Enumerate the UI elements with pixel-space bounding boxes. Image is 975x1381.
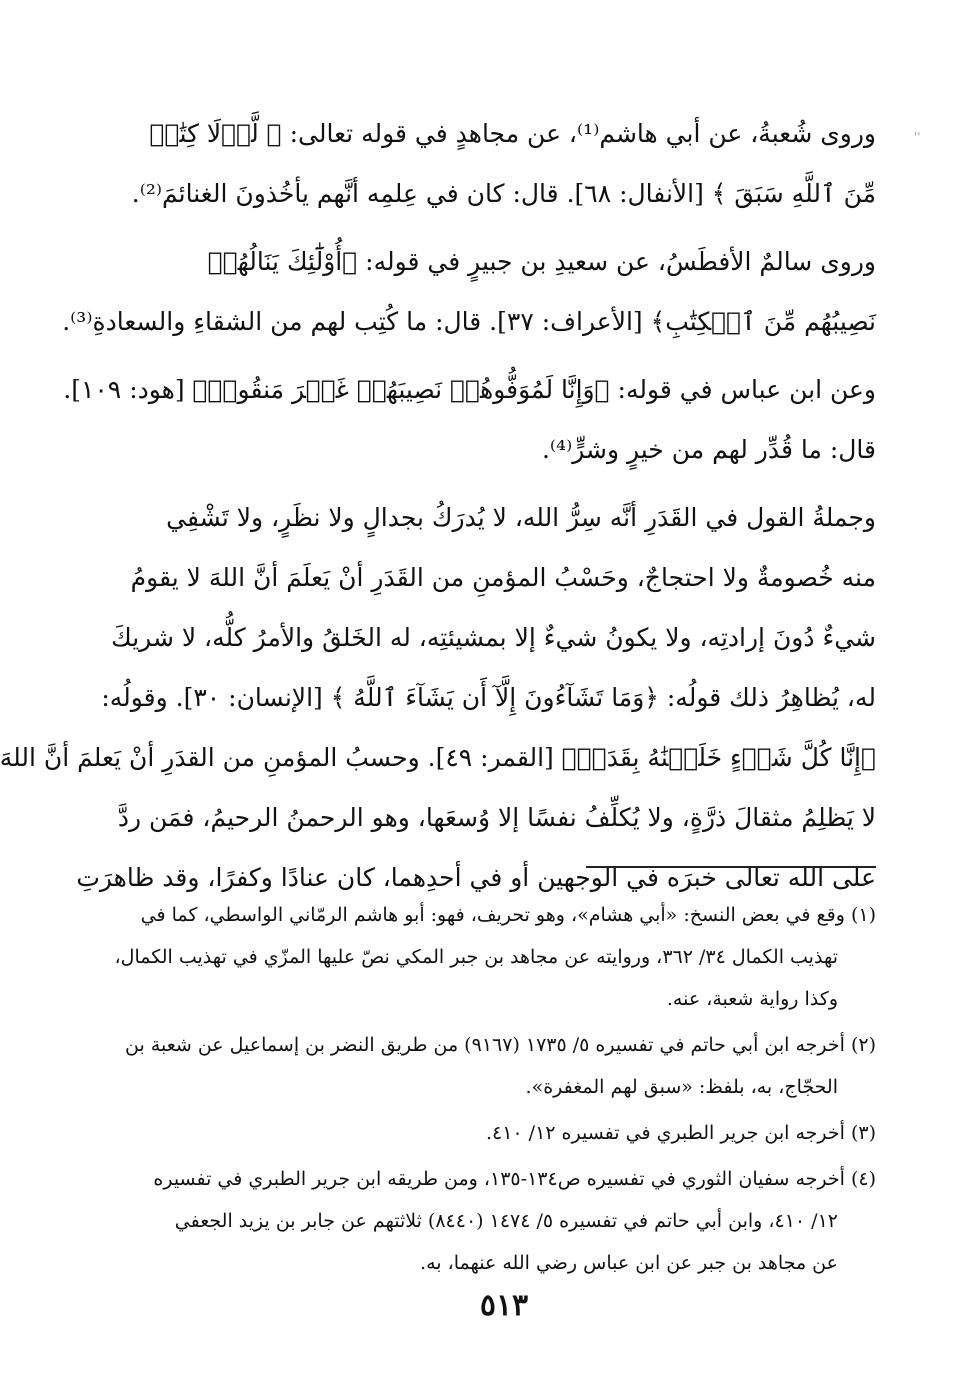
text-line: وجملةُ القول في القَدَرِ أنَّه سِرُّ الله، لا يُدرَكُ بجدالٍ ولا نظَرٍ، ولا تَشْفِي bbox=[166, 503, 876, 532]
text-line: مِّنَ ٱللَّهِ سَبَقَ ﴾ [الأنفال: ٦٨]. قال: كان في عِلمِه أنَّهم يأخُذونَ الغنائمَ⁽²⁾. bbox=[131, 179, 876, 208]
paragraph-3 bbox=[63, 360, 876, 480]
footnote-line: (٢) أخرجه ابن أبي حاتم في تفسيره ٥/ ١٧٣٥ (٩١٦٧) من طريق النضر بن إسماعيل عن شعبة بن bbox=[124, 1034, 876, 1056]
text-line: وروى سالمٌ الأفطَسُ، عن سعيدِ بن جبيرٍ في قوله: ﴿أُوْلَٰٓئِكَ يَنَالُهُمۡ bbox=[207, 247, 876, 276]
text-line: على الله تعالى خبرَه في الوجهين أو في أحدِهما، كان عنادًا وكفرًا، وقد ظاهرَتِ bbox=[76, 863, 876, 892]
text-line: له، يُظاهِرُ ذلك قولُه: ﴿وَمَا تَشَآءُونَ إِلَّآ أَن يَشَآءَ ٱللَّهُ ﴾ [الإنسان: ٣٠]. وقولُه: bbox=[101, 683, 876, 712]
footnote-separator bbox=[586, 866, 876, 868]
text-line: شيءٌ دُونَ إرادتِه، ولا يكونُ شيءٌ إلا بمشيئتِه، له الخَلقُ والأمرُ كلُّه، لا شريكَ bbox=[111, 623, 876, 652]
footnote-line: (١) وقع في بعض النسخ: «أبي هشام»، وهو تحريف، فهو: أبو هاشم الرمّاني الواسطي، كما في bbox=[140, 904, 876, 926]
main-text bbox=[0, 104, 876, 908]
text-line: ﴿إِنَّا كُلَّ شَيۡءٍ خَلَقۡنَٰهُ بِقَدَرٖ﴾ [القمر: ٤٩]. وحسبُ المؤمنِ من القدَرِ أنْ يَعلمَ أنَّ اللهَ bbox=[0, 743, 876, 772]
text-line: لا يَظلِمُ مثقالَ ذرَّةٍ، ولا يُكلِّفُ نفسًا إلا وُسعَها، وهو الرحمنُ الرحيمُ، فمَن ردَّ bbox=[117, 803, 876, 832]
footnote-1 bbox=[114, 894, 876, 1020]
margin-mark: '' bbox=[914, 130, 921, 144]
paragraph-2 bbox=[62, 232, 876, 352]
footnote-line: (٤) أخرجه سفيان الثوري في تفسيره ص١٣٤-١٣٥، ومن طريقه ابن جرير الطبري في تفسيره bbox=[153, 1168, 876, 1190]
paragraph-1 bbox=[131, 104, 876, 224]
footnote-line: وكذا رواية شعبة، عنه. bbox=[666, 988, 838, 1010]
footnote-line: تهذيب الكمال ٣٤/ ٣٦٢، وروايته عن مجاهد بن جبر المكي نصّ عليها المزّي في تهذيب الكمال، bbox=[114, 946, 838, 968]
footnote-2 bbox=[124, 1024, 876, 1108]
paragraph-4 bbox=[0, 488, 876, 908]
text-line: وعن ابن عباس في قوله: ﴿وَإِنَّا لَمُوَفُّوهُمۡ نَصِيبَهُمۡ غَيۡرَ مَنقُوصٖ﴾ [هود: ١٠٩]. bbox=[63, 375, 876, 404]
footnote-line: الحجّاج، به، بلفظ: «سبق لهم المغفرة». bbox=[525, 1076, 838, 1098]
text-line: قال: ما قُدِّر لهم من خيرٍ وشرٍّ⁽⁴⁾. bbox=[541, 435, 876, 464]
page-number: ٥١٣ bbox=[479, 1288, 529, 1323]
text-line: وروى شُعبةُ، عن أبي هاشم⁽¹⁾، عن مجاهدٍ في قوله تعالى: ﴿ لَّوۡلَا كِتَٰبٞ bbox=[149, 119, 876, 148]
text-line: نَصِيبُهُم مِّنَ ٱلۡكِتَٰبِ﴾ [الأعراف: ٣٧]. قال: ما كُتِب لهم من الشقاءِ والسعادةِ⁽³⁾. bbox=[62, 307, 876, 336]
footnote-3 bbox=[134, 1112, 876, 1154]
footnotes bbox=[114, 894, 876, 1288]
footnote-line: ١٢/ ٤١٠، وابن أبي حاتم في تفسيره ٥/ ١٤٧٤ (٨٤٤٠) ثلاثتهم عن جابر بن يزيد الجعفي bbox=[174, 1210, 838, 1232]
footnote-line: عن مجاهد بن جبر عن ابن عباس رضي الله عنهما، به. bbox=[420, 1252, 838, 1274]
footnote-4 bbox=[134, 1158, 876, 1284]
footnote-line: (٣) أخرجه ابن جرير الطبري في تفسيره ١٢/ ٤١٠. bbox=[485, 1122, 876, 1144]
text-line: منه خُصومةٌ ولا احتجاجٌ، وحَسْبُ المؤمنِ من القَدَرِ أنْ يَعلَمَ أنَّ اللهَ لا يقومُ bbox=[130, 563, 876, 592]
